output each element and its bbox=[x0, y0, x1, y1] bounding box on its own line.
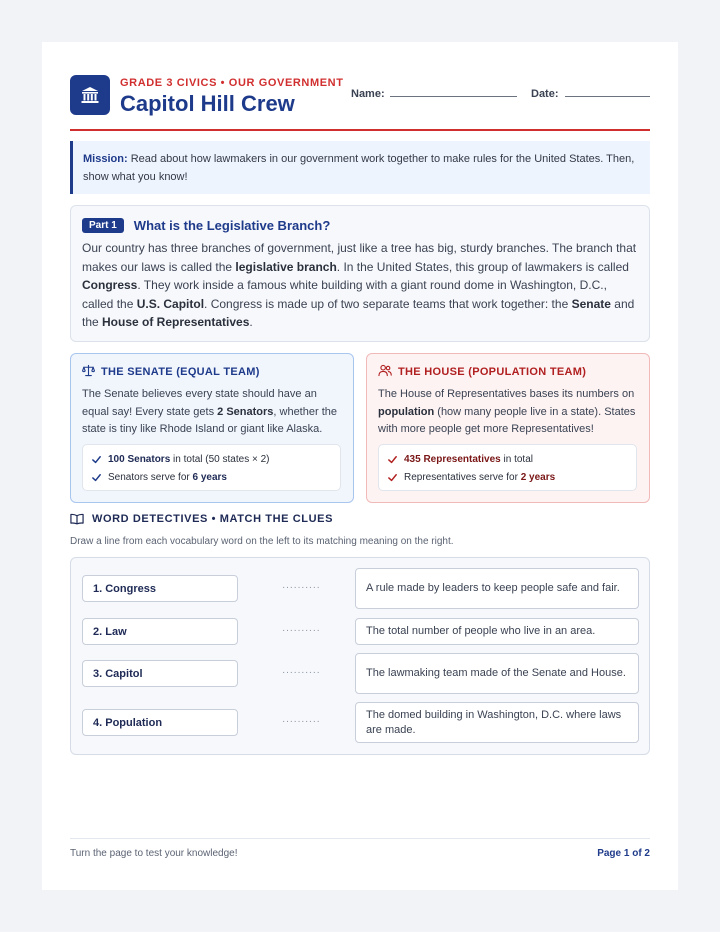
vocab-term-capitol[interactable]: 3. Capitol bbox=[82, 660, 238, 687]
senate-fact-term: Senators serve for 6 years bbox=[91, 469, 332, 487]
part1-badge: Part 1 bbox=[82, 218, 124, 233]
vocab-term-congress[interactable]: 1. Congress bbox=[82, 575, 238, 602]
people-icon bbox=[378, 364, 392, 380]
worksheet-page bbox=[42, 42, 678, 890]
footer-note: Turn the page to test your knowledge! bbox=[70, 848, 238, 859]
part1-title: What is the Legislative Branch? bbox=[133, 217, 331, 233]
date-label: Date: bbox=[531, 88, 559, 100]
footer-divider bbox=[70, 838, 650, 839]
mission-label: Mission: bbox=[83, 153, 128, 165]
open-book-icon bbox=[70, 513, 84, 525]
worksheet-title: Capitol Hill Crew bbox=[120, 91, 295, 116]
date-line[interactable] bbox=[565, 96, 650, 97]
match-dots: ·········· bbox=[282, 582, 321, 593]
checkmark-icon bbox=[91, 472, 102, 483]
capitol-building-icon bbox=[70, 75, 110, 115]
worksheet-kicker: GRADE 3 CIVICS • OUR GOVERNMENT bbox=[120, 77, 344, 89]
house-body: The House of Representatives bases its numbers on population (how many people live in a state). States with more people get more Representatives! bbox=[378, 388, 636, 435]
match-dots: ·········· bbox=[282, 625, 321, 636]
vocab-term-population[interactable]: 4. Population bbox=[82, 709, 238, 736]
senate-facts bbox=[82, 444, 341, 491]
definition-4[interactable]: The domed building in Washington, D.C. where laws are made. bbox=[355, 702, 639, 743]
definition-2[interactable]: The total number of people who live in an area. bbox=[355, 618, 639, 645]
checkmark-icon bbox=[387, 454, 398, 465]
senate-body: The Senate believes every state should have an equal say! Every state gets 2 Senators, whether the state is tiny like Rhode Island or giant like Alaska. bbox=[82, 388, 337, 435]
header-divider bbox=[70, 129, 650, 131]
senate-card bbox=[70, 353, 354, 503]
mission-text: Read about how lawmakers in our government work together to make rules for the United States. Then, show what you know! bbox=[83, 153, 635, 183]
checkmark-icon bbox=[387, 472, 398, 483]
senate-title: THE SENATE (EQUAL TEAM) bbox=[101, 366, 260, 378]
senate-fact-total: 100 Senators in total (50 states × 2) bbox=[91, 451, 332, 469]
match-dots: ·········· bbox=[282, 716, 321, 727]
name-label: Name: bbox=[351, 88, 385, 100]
name-line[interactable] bbox=[390, 96, 517, 97]
house-fact-total: 435 Representatives in total bbox=[387, 451, 628, 469]
matching-activity bbox=[70, 557, 650, 755]
mission-callout bbox=[70, 141, 650, 194]
checkmark-icon bbox=[91, 454, 102, 465]
house-facts bbox=[378, 444, 637, 491]
word-detectives-instructions: Draw a line from each vocabulary word on the left to its matching meaning on the right. bbox=[70, 536, 454, 547]
match-dots: ·········· bbox=[282, 667, 321, 678]
scales-icon bbox=[82, 364, 95, 380]
part1-section bbox=[70, 205, 650, 342]
definition-3[interactable]: The lawmaking team made of the Senate and House. bbox=[355, 653, 639, 694]
house-title: THE HOUSE (POPULATION TEAM) bbox=[398, 366, 587, 378]
part1-body: Our country has three branches of government, just like a tree has big, sturdy branches. The branch that makes our laws is called the legislative branch. In the United States, this group of lawmakers is called Congress. They work inside a famous white building with a giant round dome in Washington, D.C., called the U.S. Capitol. Congress is made up of two separate teams that work together: the Senate and the House of Representatives. bbox=[82, 241, 637, 329]
house-fact-term: Representatives serve for 2 years bbox=[387, 469, 628, 487]
vocab-term-law[interactable]: 2. Law bbox=[82, 618, 238, 645]
word-detectives-heading bbox=[70, 513, 333, 525]
house-card bbox=[366, 353, 650, 503]
definition-1[interactable]: A rule made by leaders to keep people safe and fair. bbox=[355, 568, 639, 609]
page-number: Page 1 of 2 bbox=[597, 848, 650, 859]
word-detectives-title: WORD DETECTIVES • MATCH THE CLUES bbox=[92, 513, 334, 525]
